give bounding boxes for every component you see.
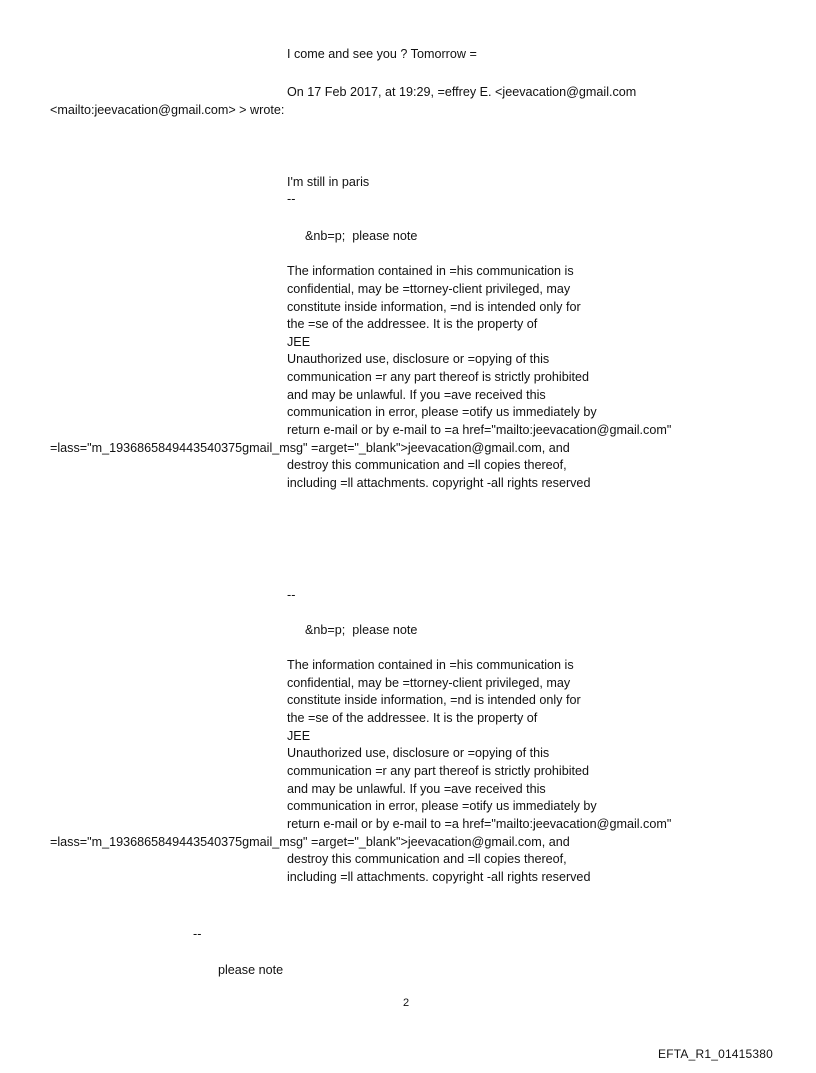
disclaimer-line: constitute inside information, =nd is intended only for — [287, 693, 581, 707]
quoted-message: I'm still in paris — [287, 175, 370, 189]
footer-note: please note — [218, 963, 284, 977]
bates-number: EFTA_R1_01415380 — [658, 1047, 774, 1061]
disclaimer-line: JEE — [287, 335, 311, 349]
disclaimer-line: JEE — [287, 729, 311, 743]
disclaimer-line: constitute inside information, =nd is intended only for — [287, 300, 581, 314]
page-number: 2 — [403, 997, 410, 1009]
disclaimer-line: the =se of the addressee. It is the property of — [287, 711, 538, 725]
disclaimer-line: The information contained in =his communication is — [287, 264, 574, 278]
disclaimer-line: Unauthorized use, disclosure or =opying of this — [287, 352, 550, 366]
disclaimer-line: including =ll attachments. copyright -all rights reserved — [287, 476, 591, 490]
footer-separator: -- — [193, 927, 202, 941]
reply-header-line-2: <mailto:jeevacation@gmail.com> > wrote: — [50, 103, 285, 117]
reply-header-line-1: On 17 Feb 2017, at 19:29, =effrey E. <jeevacation@gmail.com — [287, 85, 637, 99]
disclaimer-line: including =ll attachments. copyright -all rights reserved — [287, 870, 591, 884]
disclaimer-line: return e-mail or by e-mail to =a href="mailto:jeevacation@gmail.com" — [287, 423, 672, 437]
disclaimer-line: communication in error, please =otify us immediately by — [287, 405, 597, 419]
note-heading: &nb=p; please note — [305, 229, 418, 243]
signature-separator: -- — [287, 588, 296, 602]
signature-separator: -- — [287, 192, 296, 206]
disclaimer-line: confidential, may be =ttorney-client privileged, may — [287, 282, 571, 296]
disclaimer-line: Unauthorized use, disclosure or =opying of this — [287, 746, 550, 760]
disclaimer-line: destroy this communication and =ll copies thereof, — [287, 852, 567, 866]
disclaimer-line: =lass="m_1936865849443540375gmail_msg" =arget="_blank">jeevacation@gmail.com, and — [50, 835, 570, 849]
disclaimer-line: communication in error, please =otify us immediately by — [287, 799, 597, 813]
disclaimer-line: and may be unlawful. If you =ave received this — [287, 782, 546, 796]
disclaimer-line: =lass="m_1936865849443540375gmail_msg" =arget="_blank">jeevacation@gmail.com, and — [50, 441, 570, 455]
note-heading: &nb=p; please note — [305, 623, 418, 637]
message-intro: I come and see you ? Tomorrow = — [287, 47, 477, 61]
disclaimer-line: confidential, may be =ttorney-client privileged, may — [287, 676, 571, 690]
disclaimer-line: communication =r any part thereof is strictly prohibited — [287, 764, 590, 778]
disclaimer-line: communication =r any part thereof is strictly prohibited — [287, 370, 590, 384]
disclaimer-line: destroy this communication and =ll copies thereof, — [287, 458, 567, 472]
disclaimer-line: The information contained in =his communication is — [287, 658, 574, 672]
disclaimer-line: and may be unlawful. If you =ave received this — [287, 388, 546, 402]
disclaimer-line: return e-mail or by e-mail to =a href="mailto:jeevacation@gmail.com" — [287, 817, 672, 831]
disclaimer-line: the =se of the addressee. It is the property of — [287, 317, 538, 331]
